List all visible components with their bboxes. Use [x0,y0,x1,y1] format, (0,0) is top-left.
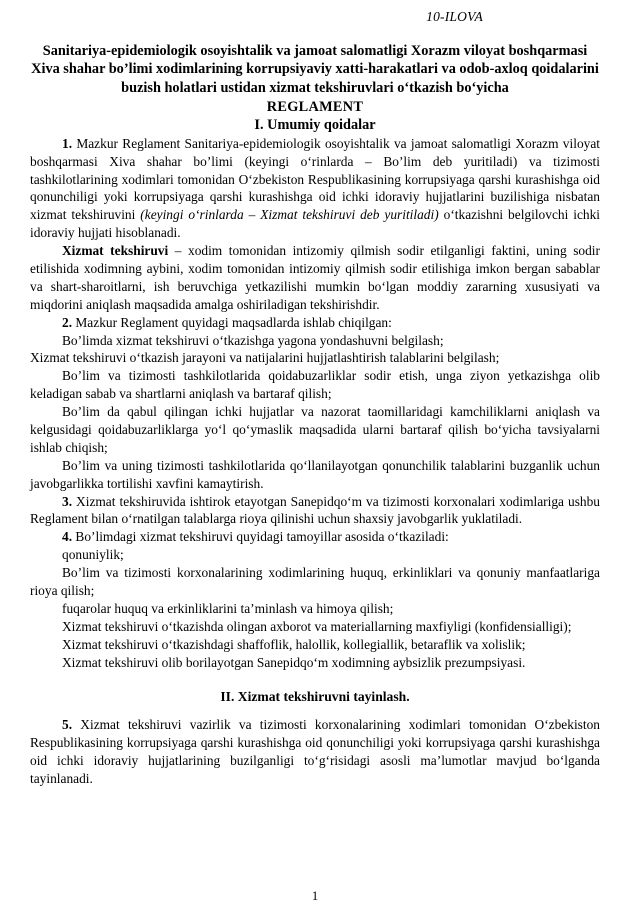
paragraph-5-number: 5. [62,717,73,733]
paragraph-4 [30,528,600,546]
paragraph-1-italic-note: (keyingi o‘rinlarda – Xizmat tekshiruvi deb yuritiladi) [140,207,439,223]
document-body [0,135,630,788]
list-item-goal-3: Bo’lim va tizimosti tashkilotlarida qoidabuzarliklar sodir etish, unga ziyon yetkazishga olib keladigan sabab va shartlarni aniqlash va bartaraf qilish; [30,368,600,402]
list-item-principle-3: fuqarolar huquq va erkinliklarini ta’minlash va himoya qilish; [62,600,394,616]
paragraph-2-number: 2. [62,314,73,330]
list-item-principle-1: qonuniylik; [62,547,124,563]
list-item-principle-4: Xizmat tekshiruvi o‘tkazishda olingan axborot va materiallarning maxfiyligi (konfidensialligi); [62,618,572,634]
title-line-1: Sanitariya-epidemiologik osoyishtalik va jamoat salomatligi Xorazm viloyat boshqarmasi [42,42,588,59]
definition-term: Xizmat tekshiruvi [62,243,169,259]
paragraph-1-text-a: Mazkur Reglament Sanitariya-epidemiologik osoyishtalik va jamoat salomatligi Xorazm viloyat boshqarmasi Xiva shahar bo’limi (keyingi o‘rinlarda – Bo’lim deb yuritiladi) va tizimosti tashkilotlarining xodimlari tomonidan O‘zbekiston Respublikasining korrupsiyaga qarshi kurashishga oid qonunchiligi yoki korrupsiyaga qarshi kurashishga oid ichki idoraviy hujjatlarini buzilishiga nisbatan xizmat tekshiruvini [30,135,600,223]
definition-text: – xodim tomonidan intizomiy qilmish sodir etilganligi faktini, uning sodir etilishida xodimning aybini, xodim tomonidan intizomiy qilmish sodir etilishiga imkon bergan sabablar va shart-sharoitlarni, ish beruvchiga yetkazilishi mumkin bo‘lgan moddiy zararning xususiyati va miqdorini aniqlash maqsadida amalga oshiriladigan tekshirishdir. [30,243,600,312]
paragraph-2-text: Mazkur Reglament quyidagi maqsadlarda ishlab chiqilgan: [72,314,392,330]
title-line-3: buzish holatlari ustidan xizmat tekshiruvlari o‘tkazish bo‘yicha [121,80,509,97]
title-reglament: REGLAMENT [266,98,364,115]
list-item-principle-6: Xizmat tekshiruvi olib borilayotgan Sanepidqo‘m xodimning aybsizlik prezumpsiyasi. [62,654,526,670]
paragraph-1 [30,135,600,242]
paragraph-2 [30,314,600,332]
title-line-2: Xiva shahar bo’limi xodimlarining korrupsiyaviy xatti-harakatlari va odob-axloq qoidalarini [31,61,599,78]
list-item-goal-5: Bo’lim va uning tizimosti tashkilotlarida qo‘llanilayotgan qonunchilik talablarini buzganlik uchun javobgarlikka tortilishi xavfini kamaytirish. [30,457,600,491]
paragraph-5-text: Xizmat tekshiruvi vazirlik va tizimosti korxonalarining xodimlari tomonidan O‘zbekiston Respublikasining korrupsiyaga qarshi kurashishga oid qonunchiligi yoki korrupsiyaga qarshi kurashishga oid ichki idoraviy hujjatlarining buzilganligi to‘g‘risidagi asosli ma’lumotlar mavjud bo‘lganda tayinlanadi. [30,717,600,787]
paragraph-definition [30,242,600,314]
paragraph-3-text: Xizmat tekshiruvida ishtirok etayotgan Sanepidqo‘m va tizimosti korxonalari xodimlariga ushbu Reglament bilan o‘rnatilgan talablarga rioya qilinishi uchun shaxsiy javobgarlik yuklatiladi. [30,493,600,527]
document-title-block [0,42,630,135]
paragraph-4-text: Bo’limdagi xizmat tekshiruvi quyidagi tamoyillar asosida o‘tkaziladi: [72,529,449,545]
page-number: 1 [311,889,319,903]
paragraph-3 [30,493,600,529]
paragraph-1-number: 1. [62,135,73,151]
list-item-principle-2: Bo’lim va tizimosti korxonalarining xodimlarining huquq, erkinliklari va qonuniy manfaatlariga rioya qilish; [30,565,600,599]
list-item-goal-2: Xizmat tekshiruvi o‘tkazish jarayoni va natijalarini hujjatlashtirish talablarini belgilash; [30,350,500,366]
list-item-goal-1: Bo’limda xizmat tekshiruvi o‘tkazishga yagona yondashuvni belgilash; [62,332,444,348]
paragraph-4-number: 4. [62,529,73,545]
document-header-label: 10-ILOVA [426,9,483,24]
title-section-one: I. Umumiy qoidalar [254,117,376,134]
paragraph-3-number: 3. [62,493,73,509]
list-item-goal-4: Bo’lim da qabul qilingan ichki hujjatlar va nazorat taomillaridagi kamchiliklarni aniqlash va kelgusidagi qoidabuzarliklarga yo‘l qo‘ymaslik maqsadida ularni bartaraf qilish bo‘yicha tavsiyalarni ishlab chiqish; [30,404,600,455]
list-item-principle-5: Xizmat tekshiruvi o‘tkazishdagi shaffoflik, halollik, kollegiallik, betaraflik va xolislik; [62,636,526,652]
paragraph-1-text-b: o‘tkazishni belgilovchi ichki idoraviy hujjati hisoblanadi. [30,207,601,241]
paragraph-5 [30,716,600,788]
spacer-before-section-two [30,671,600,689]
section-heading-two: II. Xizmat tekshiruvni tayinlash. [220,689,410,705]
spacer-after-section-two [30,705,600,716]
